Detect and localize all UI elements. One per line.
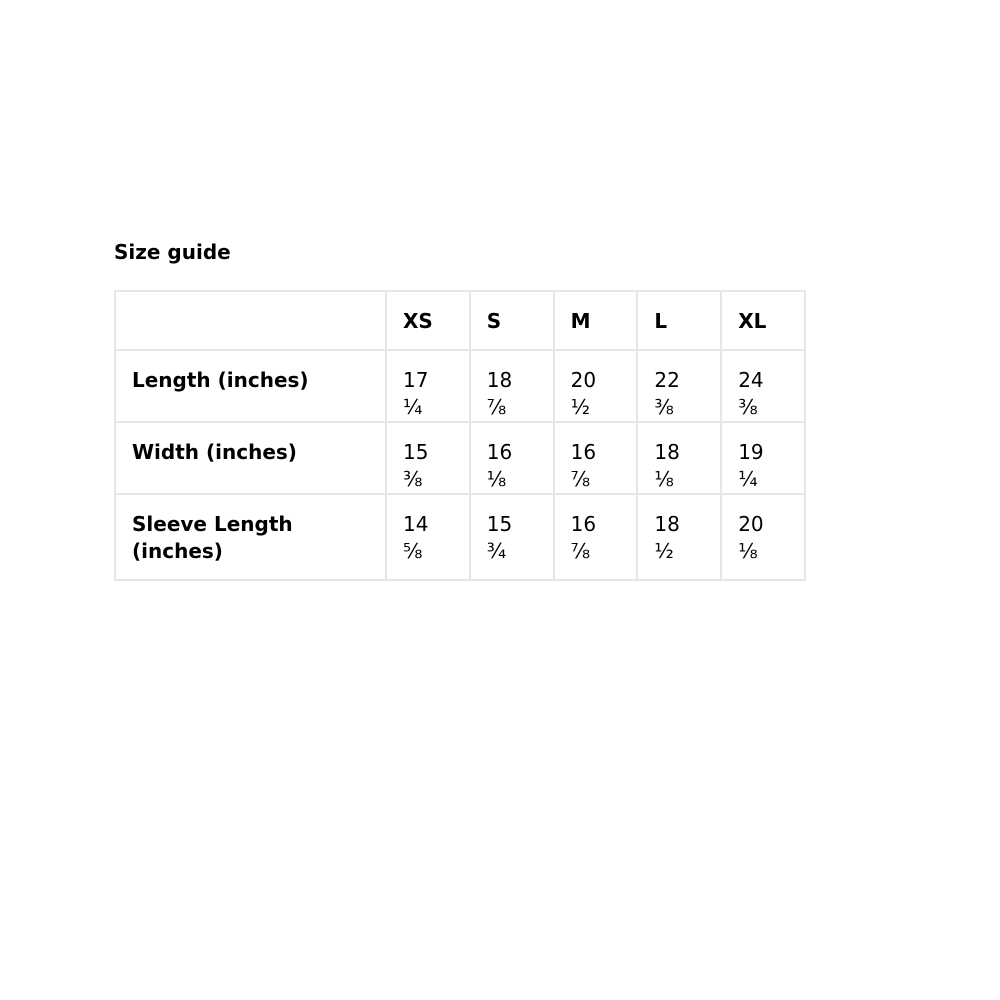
table-corner-cell xyxy=(115,291,386,350)
size-guide-table xyxy=(114,290,806,581)
table-cell: 15 ¾ xyxy=(470,494,554,580)
table-row xyxy=(115,422,805,494)
table-cell: 22 ⅜ xyxy=(637,350,721,422)
table-cell: 16 ⅞ xyxy=(554,494,638,580)
table-cell: 24 ⅜ xyxy=(721,350,805,422)
size-guide-title: Size guide xyxy=(114,240,231,264)
table-cell: 20 ½ xyxy=(554,350,638,422)
row-label-length: Length (inches) xyxy=(115,350,386,422)
table-cell: 16 ⅛ xyxy=(470,422,554,494)
column-header-m: M xyxy=(554,291,638,350)
column-header-l: L xyxy=(637,291,721,350)
column-header-xl: XL xyxy=(721,291,805,350)
column-header-xs: XS xyxy=(386,291,470,350)
table-cell: 15 ⅜ xyxy=(386,422,470,494)
table-header-row xyxy=(115,291,805,350)
table-cell: 16 ⅞ xyxy=(554,422,638,494)
table-row xyxy=(115,350,805,422)
table-cell: 18 ⅛ xyxy=(637,422,721,494)
table-row xyxy=(115,494,805,580)
table-cell: 14 ⅝ xyxy=(386,494,470,580)
column-header-s: S xyxy=(470,291,554,350)
table-cell: 18 ⅞ xyxy=(470,350,554,422)
table-cell: 18 ½ xyxy=(637,494,721,580)
row-label-width: Width (inches) xyxy=(115,422,386,494)
table-cell: 17 ¼ xyxy=(386,350,470,422)
table-cell: 19 ¼ xyxy=(721,422,805,494)
row-label-sleeve-length: Sleeve Length (inches) xyxy=(115,494,386,580)
table-cell: 20 ⅛ xyxy=(721,494,805,580)
